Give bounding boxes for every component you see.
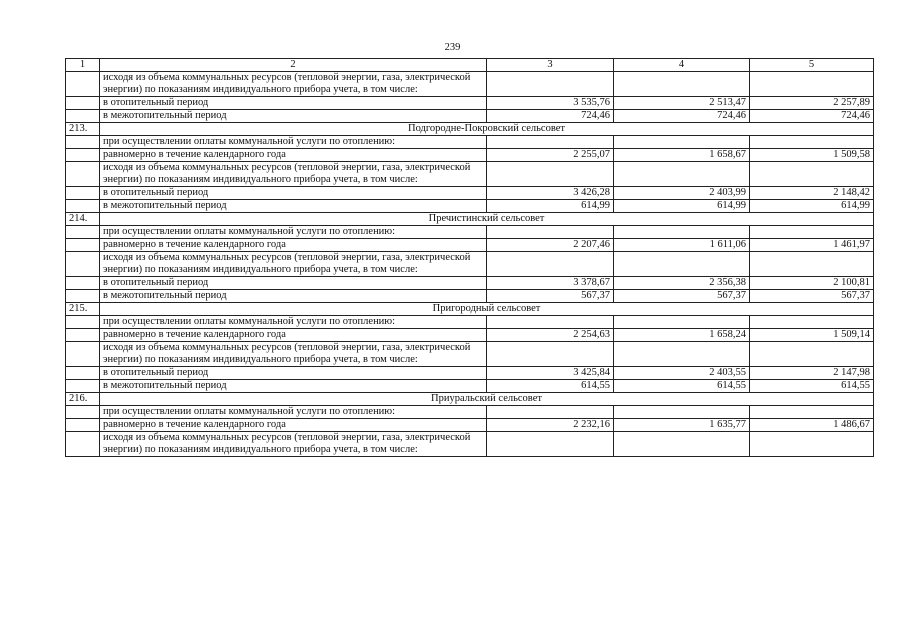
- row-index: [66, 162, 100, 187]
- row-index: 216.: [66, 393, 100, 406]
- value-col-3: [487, 226, 614, 239]
- value-col-4: [614, 316, 750, 329]
- value-col-3: 3 535,76: [487, 97, 614, 110]
- value-col-4: 1 611,06: [614, 239, 750, 252]
- table-row: [66, 72, 874, 97]
- row-description: в отопительный период: [100, 367, 487, 380]
- value-col-3: [487, 72, 614, 97]
- row-description: в отопительный период: [100, 187, 487, 200]
- row-index: [66, 136, 100, 149]
- value-col-4: 1 635,77: [614, 419, 750, 432]
- row-description: исходя из объема коммунальных ресурсов (тепловой энергии, газа, электрической энергии) по показаниям индивидуального прибора учета, в том числе:: [100, 432, 487, 457]
- value-col-3: [487, 432, 614, 457]
- value-col-5: [750, 72, 874, 97]
- value-col-3: 724,46: [487, 110, 614, 123]
- row-description: исходя из объема коммунальных ресурсов (тепловой энергии, газа, электрической энергии) по показаниям индивидуального прибора учета, в том числе:: [100, 72, 487, 97]
- row-description: в межотопительный период: [100, 110, 487, 123]
- value-col-3: 567,37: [487, 290, 614, 303]
- value-col-4: [614, 406, 750, 419]
- row-index: [66, 149, 100, 162]
- value-col-3: 2 255,07: [487, 149, 614, 162]
- value-col-5: [750, 406, 874, 419]
- value-col-4: [614, 136, 750, 149]
- value-col-3: 2 232,16: [487, 419, 614, 432]
- table-row: [66, 162, 874, 187]
- value-col-5: 614,99: [750, 200, 874, 213]
- row-index: [66, 316, 100, 329]
- row-description: исходя из объема коммунальных ресурсов (тепловой энергии, газа, электрической энергии) по показаниям индивидуального прибора учета, в том числе:: [100, 162, 487, 187]
- value-col-5: [750, 226, 874, 239]
- table-row: [66, 406, 874, 419]
- value-col-3: [487, 406, 614, 419]
- table-row: [66, 316, 874, 329]
- table-row: [66, 380, 874, 393]
- row-index: [66, 380, 100, 393]
- row-description: при осуществлении оплаты коммунальной услуги по отоплению:: [100, 226, 487, 239]
- row-index: [66, 110, 100, 123]
- row-index: [66, 419, 100, 432]
- row-description: в межотопительный период: [100, 380, 487, 393]
- value-col-4: [614, 226, 750, 239]
- value-col-3: 3 425,84: [487, 367, 614, 380]
- row-index: [66, 239, 100, 252]
- value-col-4: 614,55: [614, 380, 750, 393]
- table-row: [66, 149, 874, 162]
- column-number: 1: [66, 59, 100, 72]
- value-col-4: 567,37: [614, 290, 750, 303]
- value-col-3: [487, 162, 614, 187]
- table-row: [66, 110, 874, 123]
- value-col-3: 614,55: [487, 380, 614, 393]
- table-row: [66, 277, 874, 290]
- row-description: исходя из объема коммунальных ресурсов (тепловой энергии, газа, электрической энергии) по показаниям индивидуального прибора учета, в том числе:: [100, 342, 487, 367]
- value-col-5: 1 509,58: [750, 149, 874, 162]
- value-col-3: 2 207,46: [487, 239, 614, 252]
- value-col-5: [750, 316, 874, 329]
- row-description: равномерно в течение календарного года: [100, 239, 487, 252]
- table-row: [66, 187, 874, 200]
- value-col-5: 1 461,97: [750, 239, 874, 252]
- value-col-5: [750, 342, 874, 367]
- section-header-row: [66, 303, 874, 316]
- value-col-4: 2 513,47: [614, 97, 750, 110]
- value-col-3: 3 378,67: [487, 277, 614, 290]
- table-row: [66, 226, 874, 239]
- row-index: [66, 187, 100, 200]
- value-col-3: [487, 136, 614, 149]
- table-row: [66, 136, 874, 149]
- section-header-row: [66, 213, 874, 226]
- section-header-row: [66, 123, 874, 136]
- row-description: при осуществлении оплаты коммунальной услуги по отоплению:: [100, 406, 487, 419]
- section-title: Пречистинский сельсовет: [100, 213, 874, 226]
- table-row: [66, 367, 874, 380]
- value-col-3: [487, 342, 614, 367]
- row-index: [66, 72, 100, 97]
- value-col-4: [614, 342, 750, 367]
- section-title: Пригородный сельсовет: [100, 303, 874, 316]
- value-col-4: [614, 72, 750, 97]
- table-row: [66, 432, 874, 457]
- table-row: [66, 290, 874, 303]
- row-index: [66, 290, 100, 303]
- row-index: 214.: [66, 213, 100, 226]
- section-header-row: [66, 393, 874, 406]
- row-index: [66, 252, 100, 277]
- row-index: [66, 432, 100, 457]
- value-col-5: [750, 252, 874, 277]
- value-col-5: 724,46: [750, 110, 874, 123]
- table-row: [66, 239, 874, 252]
- value-col-3: 2 254,63: [487, 329, 614, 342]
- row-index: [66, 367, 100, 380]
- value-col-4: 2 403,55: [614, 367, 750, 380]
- value-col-5: 614,55: [750, 380, 874, 393]
- value-col-5: [750, 432, 874, 457]
- column-number-row: [66, 59, 874, 72]
- value-col-4: 614,99: [614, 200, 750, 213]
- value-col-4: 2 356,38: [614, 277, 750, 290]
- column-number: 4: [614, 59, 750, 72]
- row-description: при осуществлении оплаты коммунальной услуги по отоплению:: [100, 136, 487, 149]
- value-col-5: 2 257,89: [750, 97, 874, 110]
- value-col-3: [487, 316, 614, 329]
- table-row: [66, 419, 874, 432]
- page-number: 239: [444, 42, 461, 53]
- row-description: при осуществлении оплаты коммунальной услуги по отоплению:: [100, 316, 487, 329]
- row-index: 215.: [66, 303, 100, 316]
- value-col-5: 1 486,67: [750, 419, 874, 432]
- tariff-table: [65, 58, 874, 457]
- row-index: [66, 97, 100, 110]
- value-col-4: [614, 432, 750, 457]
- table-row: [66, 97, 874, 110]
- row-index: 213.: [66, 123, 100, 136]
- row-description: в межотопительный период: [100, 200, 487, 213]
- row-description: равномерно в течение календарного года: [100, 419, 487, 432]
- row-description: исходя из объема коммунальных ресурсов (тепловой энергии, газа, электрической энергии) по показаниям индивидуального прибора учета, в том числе:: [100, 252, 487, 277]
- row-index: [66, 342, 100, 367]
- table-row: [66, 342, 874, 367]
- row-index: [66, 226, 100, 239]
- row-description: равномерно в течение календарного года: [100, 329, 487, 342]
- table-row: [66, 329, 874, 342]
- value-col-5: [750, 136, 874, 149]
- row-index: [66, 277, 100, 290]
- value-col-4: [614, 252, 750, 277]
- table-row: [66, 200, 874, 213]
- row-description: равномерно в течение календарного года: [100, 149, 487, 162]
- section-title: Подгородне-Покровский сельсовет: [100, 123, 874, 136]
- row-description: в отопительный период: [100, 97, 487, 110]
- value-col-5: 2 148,42: [750, 187, 874, 200]
- value-col-3: 3 426,28: [487, 187, 614, 200]
- row-index: [66, 200, 100, 213]
- value-col-5: [750, 162, 874, 187]
- value-col-5: 2 100,81: [750, 277, 874, 290]
- section-title: Приуральский сельсовет: [100, 393, 874, 406]
- value-col-4: 724,46: [614, 110, 750, 123]
- row-description: в отопительный период: [100, 277, 487, 290]
- row-index: [66, 329, 100, 342]
- value-col-4: [614, 162, 750, 187]
- row-description: в межотопительный период: [100, 290, 487, 303]
- value-col-4: 2 403,99: [614, 187, 750, 200]
- value-col-5: 567,37: [750, 290, 874, 303]
- value-col-3: [487, 252, 614, 277]
- column-number: 2: [100, 59, 487, 72]
- value-col-3: 614,99: [487, 200, 614, 213]
- value-col-5: 2 147,98: [750, 367, 874, 380]
- tariff-table-body: [66, 59, 874, 457]
- row-index: [66, 406, 100, 419]
- value-col-4: 1 658,67: [614, 149, 750, 162]
- column-number: 3: [487, 59, 614, 72]
- column-number: 5: [750, 59, 874, 72]
- value-col-4: 1 658,24: [614, 329, 750, 342]
- table-row: [66, 252, 874, 277]
- value-col-5: 1 509,14: [750, 329, 874, 342]
